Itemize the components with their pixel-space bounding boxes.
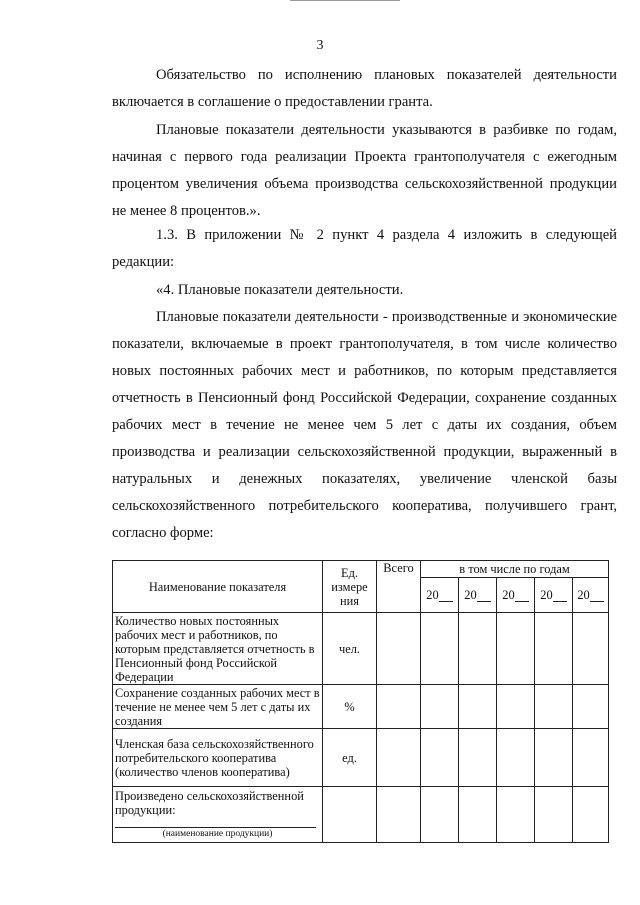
product-name-caption: (наименование продукции) — [162, 829, 273, 839]
indicator-unit — [323, 787, 377, 843]
paragraph-text: «4. Плановые показатели деятельности. — [156, 282, 404, 298]
page-number: 3 — [316, 38, 324, 53]
year-blank — [515, 589, 529, 602]
planned-indicators-table — [112, 560, 609, 843]
scan-top-line — [290, 0, 400, 1]
indicator-name: Произведено сельскохозяйственной продукции: — [115, 789, 304, 817]
paragraph-section-heading — [112, 277, 617, 304]
header-year-4 — [535, 578, 573, 613]
year-prefix: 20 — [464, 588, 477, 602]
paragraph-text: Плановые показатели деятельности указываются в разбивке по годам, начиная с первого года реализации Проекта грантополучателя с ежегодным процентом увеличения объема производства сельскохозяйственной продукции не менее 8 процентов.». — [112, 122, 617, 219]
indicator-unit: % — [323, 685, 377, 729]
header-years-group: в том числе по годам — [421, 561, 609, 578]
table-row — [113, 613, 609, 685]
table-row — [113, 685, 609, 729]
year-prefix: 20 — [426, 588, 439, 602]
year-prefix: 20 — [540, 588, 553, 602]
header-year-1 — [421, 578, 459, 613]
header-year-3 — [497, 578, 535, 613]
product-name-blank — [115, 817, 316, 828]
header-unit: Ед. измере ния — [323, 561, 377, 613]
indicator-name: Членская база сельскохозяйственного потребительского кооператива (количество членов кооператива) — [113, 729, 323, 787]
table-row — [113, 729, 609, 787]
paragraph-text: Плановые показатели деятельности - производственные и экономические показатели, включаемые в проект грантополучателя, в том числе количество новых постоянных рабочих мест и работников, по которым представляется отчетность в Пенсионный фонд Российской Федерации, сохранение созданных рабочих мест в течение не менее чем 5 лет с даты их создания, объем производства и реализации сельскохозяйственной продукции, выраженный в натуральных и денежных показателях, увеличение членской базы сельскохозяйственного потребительского кооператива, получившего грант, согласно форме: — [112, 309, 617, 541]
paragraph-obligation — [112, 62, 617, 116]
paragraph-text: 1.3. В приложении № 2 пункт 4 раздела 4 изложить в следующей редакции: — [112, 227, 617, 270]
year-blank — [477, 589, 491, 602]
paragraph-amendment — [112, 222, 617, 276]
indicator-unit: чел. — [323, 613, 377, 685]
year-prefix: 20 — [502, 588, 515, 602]
indicator-name: Сохранение созданных рабочих мест в течение не менее чем 5 лет с даты их создания — [113, 685, 323, 729]
year-prefix: 20 — [577, 588, 590, 602]
year-blank — [590, 589, 604, 602]
header-total: Всего — [377, 561, 421, 613]
indicator-name-product — [113, 787, 323, 843]
year-blank — [553, 589, 567, 602]
table-row — [113, 787, 609, 843]
indicator-unit: ед. — [323, 729, 377, 787]
paragraph-text: Обязательство по исполнению плановых показателей деятельности включается в соглашение о предоставлении гранта. — [112, 67, 617, 110]
paragraph-definition — [112, 304, 617, 547]
indicator-name: Количество новых постоянных рабочих мест и работников, по которым представляется отчетность в Пенсионный фонд Российской Федерации — [113, 613, 323, 685]
header-year-5 — [573, 578, 609, 613]
year-blank — [439, 589, 453, 602]
header-name: Наименование показателя — [113, 561, 323, 613]
header-year-2 — [459, 578, 497, 613]
paragraph-planned-indicators — [112, 117, 617, 225]
